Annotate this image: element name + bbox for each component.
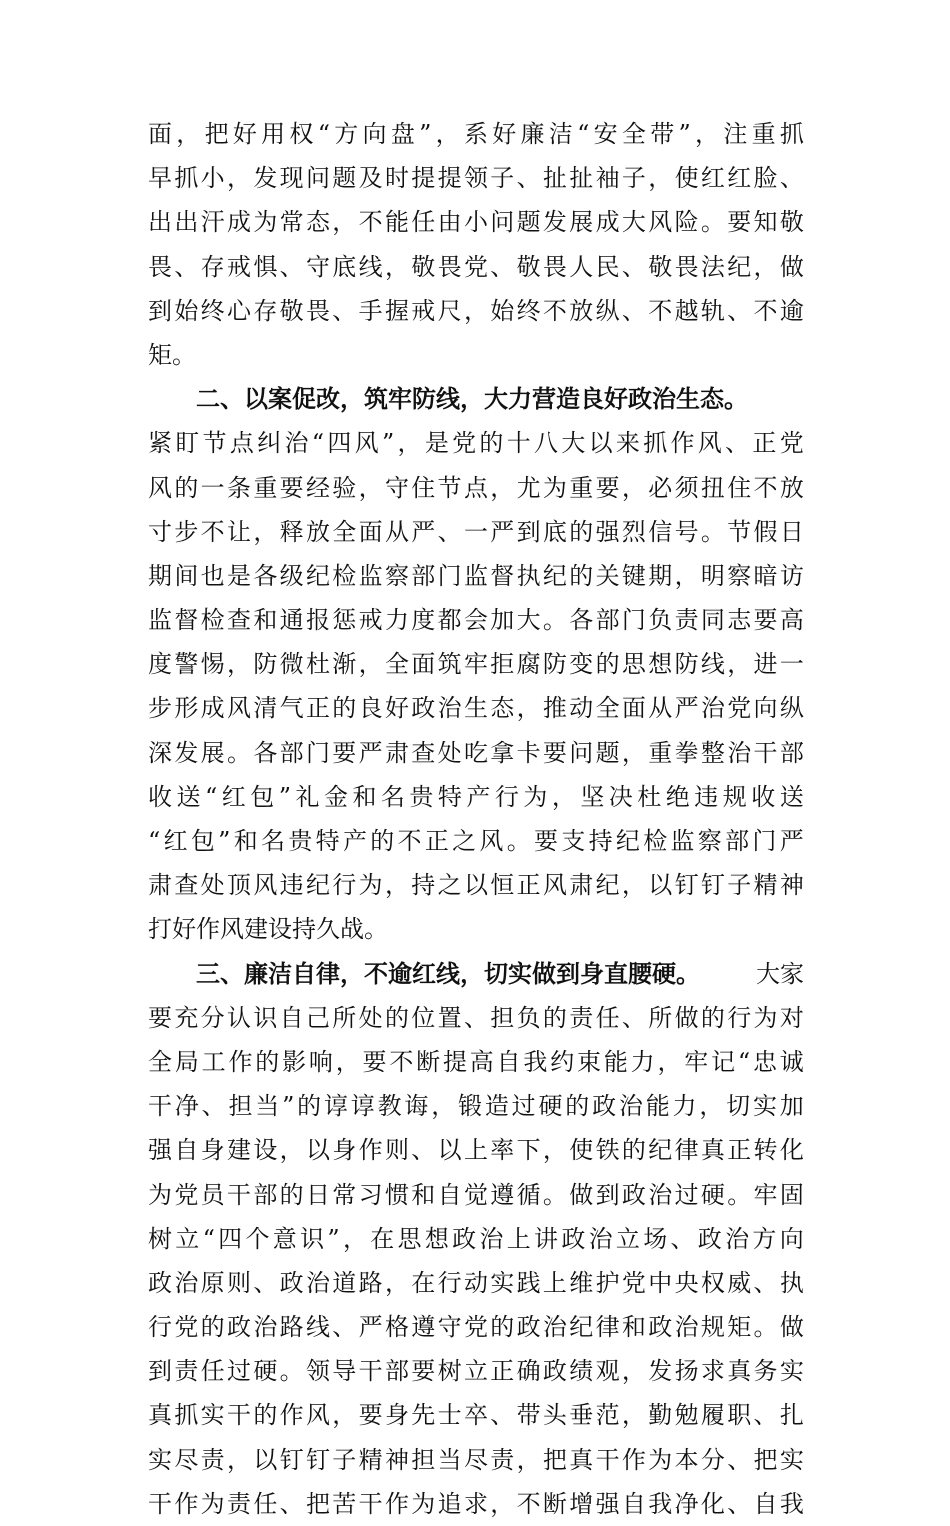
text-line: 真 抓 实 干 的 作 风 ， 要 身 先 士 卒 、 带 头 垂 范 ， 勤 勉 履 职 、 扎 xyxy=(148,1401,804,1430)
text-line: 要 充 分 认 识 自 己 所 处 的 位 置 、 担 负 的 责 任 、 所 做 的 行 为 对 xyxy=(148,1003,804,1032)
text-line: 实 尽 责 ， 以 钉 钉 子 精 神 担 当 尽 责 ， 把 真 干 作 为 本 分 、 把 实 xyxy=(148,1445,804,1474)
paragraph-two xyxy=(148,421,804,951)
text-line: 政 治 原 则 、 政 治 道 路 ， 在 行 动 实 践 上 维 护 党 中 央 权 威 、 执 xyxy=(148,1268,804,1297)
section-three-heading-tail: 大家 xyxy=(756,959,804,988)
text-line: 寸 步 不 让 ， 释 放 全 面 从 严 、 一 严 到 底 的 强 烈 信 号 。 节 假 日 xyxy=(148,517,804,546)
paragraph-one xyxy=(148,112,804,377)
paragraph-three xyxy=(148,996,804,1526)
text-line: 面 ， 把 好 用 权 “ 方 向 盘 ” ， 系 好 廉 洁 “ 安 全 带 ” ， 注 重 抓 xyxy=(148,120,804,148)
text-line: 行 党 的 政 治 路 线 、 严 格 遵 守 党 的 政 治 纪 律 和 政 治 规 矩 。 做 xyxy=(148,1313,804,1342)
text-line: 干 净 、 担 当 ” 的 谆 谆 教 诲 ， 锻 造 过 硬 的 政 治 能 力 ， 切 实 加 xyxy=(148,1092,804,1121)
section-three-heading: 三、廉洁自律，不逾红线，切实做到身直腰硬。 xyxy=(196,959,700,988)
text-line: 步 形 成 风 清 气 正 的 良 好 政 治 生 态 ， 推 动 全 面 从 严 治 党 向 纵 xyxy=(148,694,804,723)
text-line: 到 责 任 过 硬 。 领 导 干 部 要 树 立 正 确 政 绩 观 ， 发 扬 求 真 务 实 xyxy=(148,1357,804,1386)
section-two-heading: 二、以案促改，筑牢防线，大力营造良好政治生态。 xyxy=(196,385,748,414)
text-line: 全 局 工 作 的 影 响 ， 要 不 断 提 高 自 我 约 束 能 力 ， 牢 记 “ 忠 诚 xyxy=(148,1047,804,1076)
text-line: 树 立 “ 四 个 意 识 ” ， 在 思 想 政 治 上 讲 政 治 立 场 、 政 治 方 向 xyxy=(148,1224,804,1253)
text-line: 度 警 惕 ， 防 微 杜 渐 ， 全 面 筑 牢 拒 腐 防 变 的 思 想 防 线 ， 进 一 xyxy=(148,650,804,679)
text-line: 打好作风建设持久战。 xyxy=(148,915,388,944)
text-line: 深 发 展 。 各 部 门 要 严 肃 查 处 吃 拿 卡 要 问 题 ， 重 拳 整 治 干 部 xyxy=(148,738,804,767)
text-line: 矩。 xyxy=(148,340,196,369)
text-line: 肃 查 处 顶 风 违 纪 行 为 ， 持 之 以 恒 正 风 肃 纪 ， 以 钉 钉 子 精 神 xyxy=(148,871,804,900)
document-page xyxy=(148,112,804,1526)
text-line: 风 的 一 条 重 要 经 验 ， 守 住 节 点 ， 尤 为 重 要 ， 必 须 扭 住 不 放 xyxy=(148,473,804,502)
text-line: 干 作 为 责 任 、 把 苦 干 作 为 追 求 ， 不 断 增 强 自 我 净 化 、 自 我 xyxy=(148,1489,804,1518)
text-line: 强 自 身 建 设 ， 以 身 作 则 、 以 上 率 下 ， 使 铁 的 纪 律 真 正 转 化 xyxy=(148,1136,804,1165)
section-three-heading-line xyxy=(148,952,804,996)
text-line: 到 始 终 心 存 敬 畏 、 手 握 戒 尺 ， 始 终 不 放 纵 、 不 越 轨 、 不 逾 xyxy=(148,296,804,325)
text-line: 出 出 汗 成 为 常 态 ， 不 能 任 由 小 问 题 发 展 成 大 风 险 。 要 知 敬 xyxy=(148,208,804,237)
section-two-heading-line xyxy=(148,377,804,421)
text-line: 监 督 检 查 和 通 报 惩 戒 力 度 都 会 加 大 。 各 部 门 负 责 同 志 要 高 xyxy=(148,606,804,635)
text-line: 为 党 员 干 部 的 日 常 习 惯 和 自 觉 遵 循 。 做 到 政 治 过 硬 。 牢 固 xyxy=(148,1180,804,1209)
text-line: “ 红 包 ” 和 名 贵 特 产 的 不 正 之 风 。 要 支 持 纪 检 监 察 部 门 严 xyxy=(148,827,804,855)
text-line: 期 间 也 是 各 级 纪 检 监 察 部 门 监 督 执 纪 的 关 键 期 ， 明 察 暗 访 xyxy=(148,561,804,590)
text-line: 畏 、 存 戒 惧 、 守 底 线 ， 敬 畏 党 、 敬 畏 人 民 、 敬 畏 法 纪 ， 做 xyxy=(148,252,804,281)
text-line: 紧 盯 节 点 纠 治 “ 四 风 ” ， 是 党 的 十 八 大 以 来 抓 作 风 、 正 党 xyxy=(148,429,804,458)
text-line: 早 抓 小 ， 发 现 问 题 及 时 提 提 领 子 、 扯 扯 袖 子 ， 使 红 红 脸 、 xyxy=(148,164,804,193)
text-line: 收 送 “ 红 包 ” 礼 金 和 名 贵 特 产 行 为 ， 坚 决 杜 绝 违 规 收 送 xyxy=(148,782,804,811)
